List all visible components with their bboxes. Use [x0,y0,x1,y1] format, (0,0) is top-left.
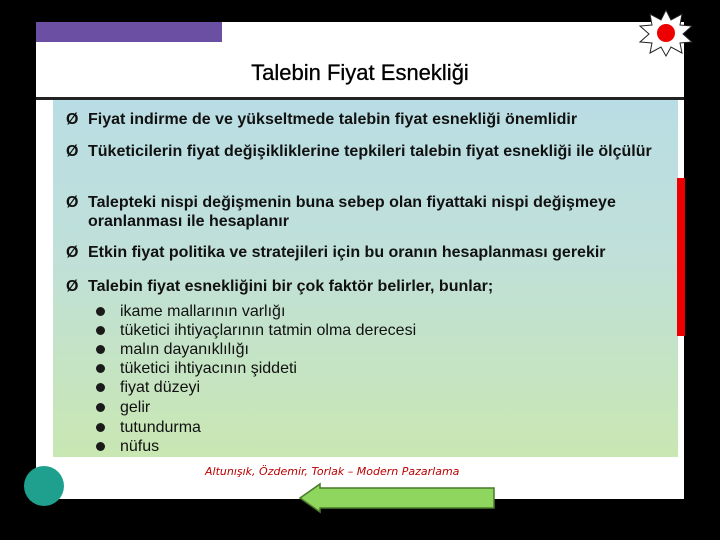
header-accent-bar [36,22,222,42]
bullet-dot-icon [96,307,105,316]
bullet-item: Ø Tüketicilerin fiyat değişikliklerine tepkileri talebin fiyat esnekliği ile ölçülür [66,143,652,160]
bullet-arrow-icon: Ø [66,143,79,160]
bullet-arrow-icon: Ø [66,278,79,295]
bullet-dot-icon [96,403,105,412]
bullet-item: Ø Talebin fiyat esnekliğini bir çok faktör belirler, bunlar; [66,278,494,295]
sub-list-item: gelir [96,398,150,417]
back-arrow-icon[interactable] [298,482,498,514]
bullet-dot-icon [96,326,105,335]
sub-list-item: tüketici ihtiyaçlarının tatmin olma derecesi [96,321,416,340]
bullet-dot-icon [96,442,105,451]
side-accent-stripe [677,178,685,336]
bullet-arrow-icon: Ø [66,111,79,128]
bullet-arrow-icon: Ø [66,194,79,211]
bullet-arrow-icon: Ø [66,244,79,261]
sub-list-item: tüketici ihtiyacının şiddeti [96,359,297,378]
starburst-icon [637,8,695,58]
bullet-item: Ø Fiyat indirme de ve yükseltmede talebin fiyat esnekliği önemlidir [66,111,578,128]
page-title: Talebin Fiyat Esnekliği [251,60,469,85]
sub-list-item: nüfus [96,437,159,456]
bullet-dot-icon [96,364,105,373]
bullet-item: Ø Talepteki nispi değişmenin buna sebep olan fiyattaki nispi değişmeye oranlanması ile hesaplanır [66,194,616,230]
sub-list-item: fiyat düzeyi [96,378,200,397]
bullet-dot-icon [96,345,105,354]
decorative-circle [24,466,64,506]
citation: Altunışık, Özdemir, Torlak – Modern Pazarlama [205,465,460,478]
bullet-dot-icon [96,383,105,392]
sub-list-item: malın dayanıklılığı [96,340,249,359]
sub-list-item: tutundurma [96,418,201,437]
bullet-item: Ø Etkin fiyat politika ve stratejileri için bu oranın hesaplanması gerekir [66,244,606,261]
bullet-dot-icon [96,423,105,432]
sub-list-item: ikame mallarının varlığı [96,302,285,321]
